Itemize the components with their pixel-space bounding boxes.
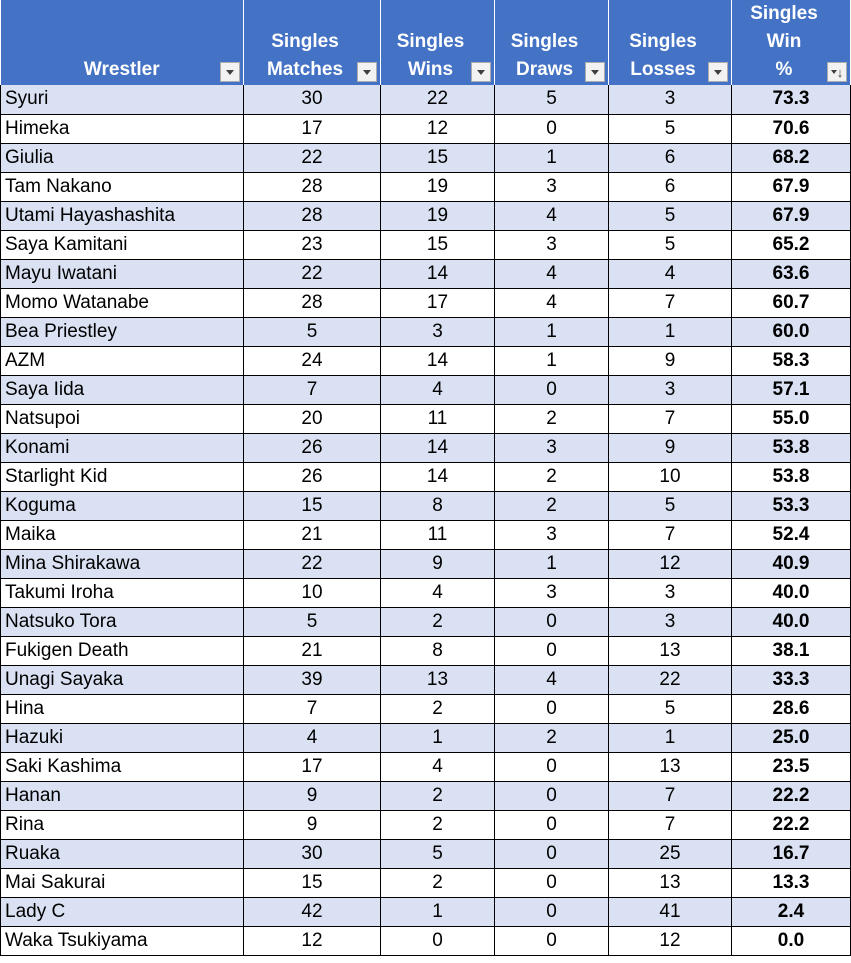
cell-matches[interactable]: 26 <box>244 462 381 491</box>
cell-matches[interactable]: 17 <box>244 114 381 143</box>
cell-pct[interactable]: 52.4 <box>732 520 851 549</box>
cell-draws[interactable]: 0 <box>495 839 609 868</box>
cell-losses[interactable]: 3 <box>609 85 732 114</box>
cell-draws[interactable]: 0 <box>495 868 609 897</box>
cell-name[interactable]: Mina Shirakawa <box>1 549 244 578</box>
table-row <box>1 723 851 752</box>
cell-name[interactable]: Hazuki <box>1 723 244 752</box>
cell-pct[interactable]: 67.9 <box>732 172 851 201</box>
table-row <box>1 607 851 636</box>
cell-wins[interactable]: 19 <box>381 201 495 230</box>
cell-draws[interactable]: 0 <box>495 810 609 839</box>
dropdown-arrow-icon <box>477 70 485 75</box>
cell-wins[interactable]: 4 <box>381 752 495 781</box>
cell-losses[interactable]: 13 <box>609 868 732 897</box>
filter-dropdown-button-matches[interactable] <box>357 62 377 82</box>
header-draws-line1: Singles <box>510 31 579 52</box>
cell-matches[interactable]: 15 <box>244 868 381 897</box>
sort-descending-icon: ↓ <box>836 64 844 80</box>
cell-matches[interactable]: 5 <box>244 607 381 636</box>
header-draws-line2: Draws <box>515 59 574 80</box>
cell-losses[interactable]: 7 <box>609 781 732 810</box>
cell-wins[interactable]: 14 <box>381 259 495 288</box>
table-row <box>1 868 851 897</box>
cell-pct[interactable]: 53.8 <box>732 433 851 462</box>
cell-matches[interactable]: 28 <box>244 201 381 230</box>
dropdown-arrow-icon <box>714 70 722 75</box>
cell-draws[interactable]: 2 <box>495 404 609 433</box>
header-singles-draws <box>495 0 609 85</box>
cell-pct[interactable]: 40.0 <box>732 578 851 607</box>
table-row <box>1 694 851 723</box>
table-row <box>1 781 851 810</box>
cell-losses[interactable]: 9 <box>609 346 732 375</box>
cell-matches[interactable]: 17 <box>244 752 381 781</box>
table-row <box>1 578 851 607</box>
cell-matches[interactable]: 22 <box>244 549 381 578</box>
cell-pct[interactable]: 2.4 <box>732 897 851 926</box>
header-wrestler <box>1 0 244 85</box>
table-row <box>1 433 851 462</box>
cell-losses[interactable]: 3 <box>609 375 732 404</box>
cell-draws[interactable]: 0 <box>495 607 609 636</box>
table-row <box>1 346 851 375</box>
cell-name[interactable]: Momo Watanabe <box>1 288 244 317</box>
cell-matches[interactable]: 5 <box>244 317 381 346</box>
cell-wins[interactable]: 15 <box>381 143 495 172</box>
table-row <box>1 665 851 694</box>
cell-wins[interactable]: 1 <box>381 897 495 926</box>
table-row <box>1 549 851 578</box>
cell-losses[interactable]: 7 <box>609 288 732 317</box>
cell-matches[interactable]: 15 <box>244 491 381 520</box>
cell-draws[interactable]: 3 <box>495 520 609 549</box>
cell-pct[interactable]: 0.0 <box>732 926 851 955</box>
cell-pct[interactable]: 60.7 <box>732 288 851 317</box>
cell-pct[interactable]: 67.9 <box>732 201 851 230</box>
cell-losses[interactable]: 6 <box>609 143 732 172</box>
cell-losses[interactable]: 7 <box>609 404 732 433</box>
cell-losses[interactable]: 3 <box>609 578 732 607</box>
cell-name[interactable]: Mayu Iwatani <box>1 259 244 288</box>
cell-wins[interactable]: 22 <box>381 85 495 114</box>
cell-wins[interactable]: 2 <box>381 607 495 636</box>
cell-wins[interactable]: 15 <box>381 230 495 259</box>
filter-dropdown-button-wins[interactable] <box>471 62 491 82</box>
cell-pct[interactable]: 16.7 <box>732 839 851 868</box>
cell-pct[interactable]: 53.3 <box>732 491 851 520</box>
cell-losses[interactable]: 25 <box>609 839 732 868</box>
cell-pct[interactable]: 65.2 <box>732 230 851 259</box>
cell-pct[interactable]: 53.8 <box>732 462 851 491</box>
cell-losses[interactable]: 10 <box>609 462 732 491</box>
table-row <box>1 375 851 404</box>
cell-losses[interactable]: 13 <box>609 636 732 665</box>
cell-draws[interactable]: 3 <box>495 172 609 201</box>
cell-losses[interactable]: 6 <box>609 172 732 201</box>
header-pct-line1: Singles Win <box>750 3 818 52</box>
dropdown-arrow-icon <box>591 70 599 75</box>
cell-matches[interactable]: 4 <box>244 723 381 752</box>
cell-wins[interactable]: 11 <box>381 404 495 433</box>
cell-losses[interactable]: 9 <box>609 433 732 462</box>
cell-matches[interactable]: 12 <box>244 926 381 955</box>
cell-name[interactable]: Unagi Sayaka <box>1 665 244 694</box>
dropdown-arrow-icon <box>363 70 371 75</box>
cell-wins[interactable]: 5 <box>381 839 495 868</box>
cell-name[interactable]: Starlight Kid <box>1 462 244 491</box>
cell-losses[interactable]: 22 <box>609 665 732 694</box>
header-pct-line2: % <box>775 59 793 80</box>
cell-wins[interactable]: 2 <box>381 868 495 897</box>
table-row <box>1 404 851 433</box>
cell-losses[interactable]: 12 <box>609 549 732 578</box>
filter-dropdown-button-wrestler[interactable] <box>220 62 240 82</box>
cell-matches[interactable]: 7 <box>244 694 381 723</box>
cell-name[interactable]: Natsuko Tora <box>1 607 244 636</box>
cell-draws[interactable]: 0 <box>495 752 609 781</box>
cell-pct[interactable]: 57.1 <box>732 375 851 404</box>
cell-wins[interactable]: 0 <box>381 926 495 955</box>
cell-losses[interactable]: 5 <box>609 201 732 230</box>
cell-draws[interactable]: 3 <box>495 230 609 259</box>
cell-name[interactable]: Natsupoi <box>1 404 244 433</box>
cell-draws[interactable]: 0 <box>495 897 609 926</box>
cell-wins[interactable]: 2 <box>381 781 495 810</box>
cell-wins[interactable]: 17 <box>381 288 495 317</box>
cell-pct[interactable]: 33.3 <box>732 665 851 694</box>
cell-pct[interactable]: 38.1 <box>732 636 851 665</box>
cell-losses[interactable]: 7 <box>609 810 732 839</box>
table-row <box>1 114 851 143</box>
cell-name[interactable]: Bea Priestley <box>1 317 244 346</box>
cell-name[interactable]: Ruaka <box>1 839 244 868</box>
cell-losses[interactable]: 12 <box>609 926 732 955</box>
cell-pct[interactable]: 68.2 <box>732 143 851 172</box>
cell-matches[interactable]: 20 <box>244 404 381 433</box>
cell-pct[interactable]: 63.6 <box>732 259 851 288</box>
cell-draws[interactable]: 4 <box>495 665 609 694</box>
header-singles-win-pct <box>732 0 851 85</box>
cell-name[interactable]: Mai Sakurai <box>1 868 244 897</box>
cell-matches[interactable]: 30 <box>244 85 381 114</box>
cell-draws[interactable]: 5 <box>495 85 609 114</box>
cell-losses[interactable]: 1 <box>609 317 732 346</box>
cell-name[interactable]: Himeka <box>1 114 244 143</box>
table-row <box>1 491 851 520</box>
cell-name[interactable]: Syuri <box>1 85 244 114</box>
cell-name[interactable]: Konami <box>1 433 244 462</box>
cell-wins[interactable]: 4 <box>381 578 495 607</box>
cell-matches[interactable]: 28 <box>244 288 381 317</box>
cell-losses[interactable]: 5 <box>609 230 732 259</box>
cell-matches[interactable]: 42 <box>244 897 381 926</box>
header-losses-line2: Losses <box>630 59 696 80</box>
cell-draws[interactable]: 4 <box>495 288 609 317</box>
cell-draws[interactable]: 0 <box>495 636 609 665</box>
cell-losses[interactable]: 4 <box>609 259 732 288</box>
cell-matches[interactable]: 9 <box>244 810 381 839</box>
cell-losses[interactable]: 5 <box>609 491 732 520</box>
cell-wins[interactable]: 2 <box>381 810 495 839</box>
table-row <box>1 636 851 665</box>
cell-name[interactable]: Rina <box>1 810 244 839</box>
cell-draws[interactable]: 1 <box>495 549 609 578</box>
table-row <box>1 926 851 955</box>
cell-matches[interactable]: 22 <box>244 143 381 172</box>
filter-dropdown-button-losses[interactable] <box>708 62 728 82</box>
cell-wins[interactable]: 2 <box>381 694 495 723</box>
cell-matches[interactable]: 26 <box>244 433 381 462</box>
cell-pct[interactable]: 22.2 <box>732 810 851 839</box>
cell-name[interactable]: Saya Iida <box>1 375 244 404</box>
cell-pct[interactable]: 23.5 <box>732 752 851 781</box>
cell-matches[interactable]: 10 <box>244 578 381 607</box>
cell-wins[interactable]: 3 <box>381 317 495 346</box>
cell-name[interactable]: Tam Nakano <box>1 172 244 201</box>
cell-matches[interactable]: 21 <box>244 636 381 665</box>
cell-draws[interactable]: 0 <box>495 781 609 810</box>
cell-pct[interactable]: 13.3 <box>732 868 851 897</box>
cell-matches[interactable]: 39 <box>244 665 381 694</box>
cell-draws[interactable]: 2 <box>495 491 609 520</box>
cell-matches[interactable]: 22 <box>244 259 381 288</box>
table-row <box>1 897 851 926</box>
cell-draws[interactable]: 3 <box>495 433 609 462</box>
filter-dropdown-button-draws[interactable] <box>585 62 605 82</box>
cell-draws[interactable]: 0 <box>495 926 609 955</box>
cell-name[interactable]: AZM <box>1 346 244 375</box>
cell-pct[interactable]: 22.2 <box>732 781 851 810</box>
table-row <box>1 143 851 172</box>
cell-name[interactable]: Waka Tsukiyama <box>1 926 244 955</box>
cell-matches[interactable]: 23 <box>244 230 381 259</box>
header-wins-line2: Wins <box>407 59 454 80</box>
cell-name[interactable]: Takumi Iroha <box>1 578 244 607</box>
cell-name[interactable]: Maika <box>1 520 244 549</box>
cell-wins[interactable]: 11 <box>381 520 495 549</box>
cell-name[interactable]: Utami Hayashashita <box>1 201 244 230</box>
cell-matches[interactable]: 7 <box>244 375 381 404</box>
cell-name[interactable]: Saya Kamitani <box>1 230 244 259</box>
cell-losses[interactable]: 13 <box>609 752 732 781</box>
cell-name[interactable]: Koguma <box>1 491 244 520</box>
cell-draws[interactable]: 4 <box>495 259 609 288</box>
table-row <box>1 259 851 288</box>
table-row <box>1 230 851 259</box>
cell-draws[interactable]: 0 <box>495 114 609 143</box>
cell-losses[interactable]: 7 <box>609 520 732 549</box>
cell-wins[interactable]: 8 <box>381 491 495 520</box>
table-row <box>1 317 851 346</box>
sort-filter-button-pct[interactable] <box>827 62 847 82</box>
cell-draws[interactable]: 1 <box>495 143 609 172</box>
cell-pct[interactable]: 25.0 <box>732 723 851 752</box>
cell-losses[interactable]: 3 <box>609 607 732 636</box>
cell-draws[interactable]: 1 <box>495 346 609 375</box>
cell-losses[interactable]: 41 <box>609 897 732 926</box>
cell-wins[interactable]: 1 <box>381 723 495 752</box>
cell-losses[interactable]: 1 <box>609 723 732 752</box>
cell-pct[interactable]: 73.3 <box>732 85 851 114</box>
header-losses-line1: Singles <box>629 31 697 52</box>
cell-name[interactable]: Lady C <box>1 897 244 926</box>
cell-matches[interactable]: 9 <box>244 781 381 810</box>
cell-draws[interactable]: 3 <box>495 578 609 607</box>
cell-wins[interactable]: 12 <box>381 114 495 143</box>
cell-wins[interactable]: 9 <box>381 549 495 578</box>
cell-wins[interactable]: 14 <box>381 462 495 491</box>
cell-pct[interactable]: 58.3 <box>732 346 851 375</box>
table-row <box>1 201 851 230</box>
header-wins-line1: Singles <box>396 31 465 52</box>
cell-pct[interactable]: 40.0 <box>732 607 851 636</box>
cell-draws[interactable]: 0 <box>495 694 609 723</box>
header-wrestler-label: Wrestler <box>83 59 160 80</box>
cell-wins[interactable]: 13 <box>381 665 495 694</box>
table-row <box>1 462 851 491</box>
cell-wins[interactable]: 4 <box>381 375 495 404</box>
table-row <box>1 520 851 549</box>
table-row <box>1 288 851 317</box>
cell-wins[interactable]: 19 <box>381 172 495 201</box>
header-singles-matches <box>244 0 381 85</box>
cell-pct[interactable]: 40.9 <box>732 549 851 578</box>
cell-draws[interactable]: 2 <box>495 723 609 752</box>
cell-wins[interactable]: 8 <box>381 636 495 665</box>
cell-matches[interactable]: 24 <box>244 346 381 375</box>
cell-matches[interactable]: 30 <box>244 839 381 868</box>
table-row <box>1 752 851 781</box>
cell-matches[interactable]: 28 <box>244 172 381 201</box>
table-row <box>1 810 851 839</box>
cell-matches[interactable]: 21 <box>244 520 381 549</box>
cell-draws[interactable]: 4 <box>495 201 609 230</box>
dropdown-arrow-icon <box>226 70 234 75</box>
cell-pct[interactable]: 60.0 <box>732 317 851 346</box>
table-row <box>1 172 851 201</box>
cell-draws[interactable]: 2 <box>495 462 609 491</box>
table-row <box>1 85 851 114</box>
cell-draws[interactable]: 0 <box>495 375 609 404</box>
cell-name[interactable]: Fukigen Death <box>1 636 244 665</box>
cell-pct[interactable]: 70.6 <box>732 114 851 143</box>
header-singles-wins <box>381 0 495 85</box>
cell-wins[interactable]: 14 <box>381 433 495 462</box>
cell-losses[interactable]: 5 <box>609 694 732 723</box>
cell-name[interactable]: Hanan <box>1 781 244 810</box>
cell-name[interactable]: Saki Kashima <box>1 752 244 781</box>
cell-name[interactable]: Giulia <box>1 143 244 172</box>
header-matches-line2: Matches <box>266 59 344 80</box>
cell-wins[interactable]: 14 <box>381 346 495 375</box>
table-row <box>1 839 851 868</box>
header-matches-line1: Singles <box>271 31 339 52</box>
cell-draws[interactable]: 1 <box>495 317 609 346</box>
cell-name[interactable]: Hina <box>1 694 244 723</box>
header-row <box>1 0 851 85</box>
cell-pct[interactable]: 28.6 <box>732 694 851 723</box>
header-singles-losses <box>609 0 732 85</box>
cell-pct[interactable]: 55.0 <box>732 404 851 433</box>
cell-losses[interactable]: 5 <box>609 114 732 143</box>
